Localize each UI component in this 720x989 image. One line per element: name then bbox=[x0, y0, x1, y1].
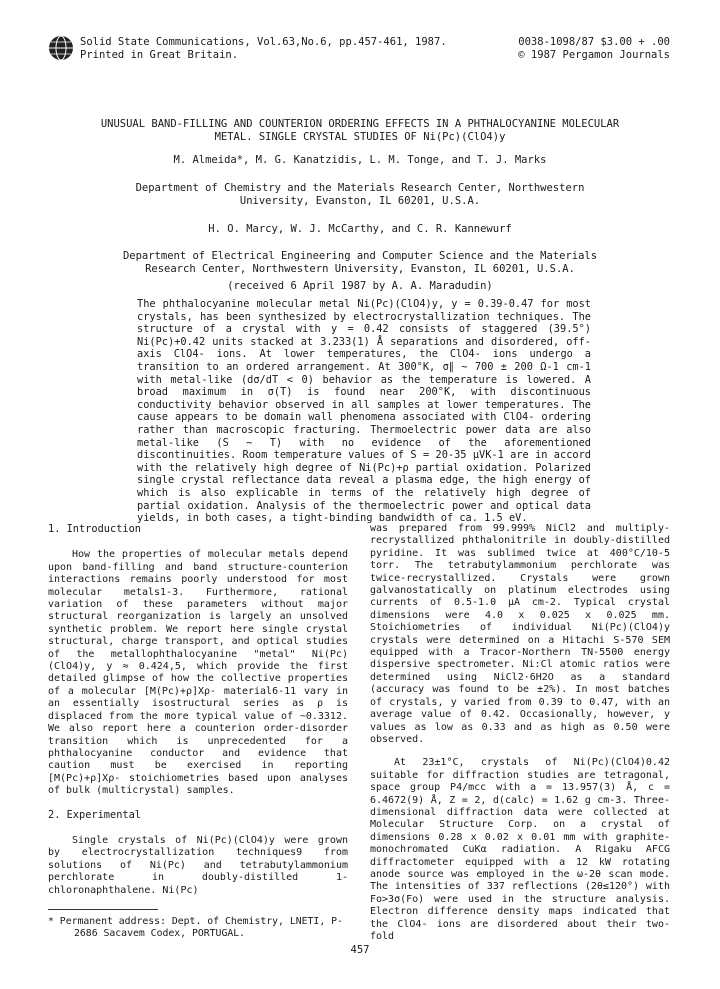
intro-paragraph: How the properties of molecular metals depend upon band-filling and band structure-counterion interactions remains poorly understood for most molecular metals1-3. Furthermore, rational variation of these parameters without major structural reorganization is largely an unsolved synthetic problem. We report here single crystal structural, charge transport, and optical studies of the metallophthalocyanine "metal" Ni(Pc)(ClO4)y, y ≈ 0.424,5, which provide the first detailed glimpse of how the collective properties of a molecular [M(Pc)+ρ]Xρ- material6-11 vary in an essentially isostructural series as ρ is displaced from the more typical value of ~0.3312. We also report here a counterion order-disorder transition which is unprecedented for a phthalocyanine conductor and evidence that caution must be exercised in reporting [M(Pc)+ρ]Xρ- stoichiometries based upon analyses of bulk (multicrystal) samples. bbox=[48, 549, 348, 797]
received-line: (received 6 April 1987 by A. A. Maradudin) bbox=[227, 280, 493, 292]
affiliation-engineering: Department of Electrical Engineering and Computer Science and the Materials Research Center, Northwestern University, Evanston, IL 60201, U.S.A. bbox=[122, 250, 598, 275]
right-column bbox=[370, 523, 670, 954]
journal-citation: Solid State Communications, Vol.63,No.6, pp.457-461, 1987. bbox=[80, 36, 447, 48]
authors-chemistry: M. Almeida*, M. G. Kanatzidis, L. M. Tonge, and T. J. Marks bbox=[173, 154, 547, 166]
affiliation-chemistry: Department of Chemistry and the Materials Research Center, Northwestern University, Evanston, IL 60201, U.S.A. bbox=[135, 182, 585, 207]
authors-engineering: H. O. Marcy, W. J. McCarthy, and C. R. Kannewurf bbox=[208, 223, 512, 235]
footnote: * Permanent address: Dept. of Chemistry, LNETI, P-2686 Sacavem Codex, PORTUGAL. bbox=[48, 915, 343, 939]
printed-in: Printed in Great Britain. bbox=[80, 49, 239, 61]
left-column bbox=[48, 523, 348, 940]
price-header bbox=[518, 36, 670, 62]
footnote-rule bbox=[48, 909, 158, 910]
page-number: 457 bbox=[350, 944, 370, 956]
materials-paragraph: was prepared from 99.999% NiCl2 and multiply-recrystallized phthalonitrile in doubly-distilled pyridine. It was sublimed twice at 400°C/10-5 torr. The tetrabutylammonium perchlorate was twice-recrystallized. Crystals were grown galvanostatically on platinum electrodes using currents of 0.5-1.0 μA cm-2. Typical crystal dimensions were 4.0 x 0.025 x 0.025 mm. Stoichiometries of individual Ni(Pc)(ClO4)y crystals were determined on a Hitachi S-570 SEM equipped with a Tracor-Northern TN-5500 energy dispersive spectrometer. Ni:Cl atomic ratios were determined using NiCl2·6H2O as a standard (accuracy was found to be ±2%). In most batches of crystals, y varied from 0.39 to 0.47, with an average value of 0.42. Occasionally, however, y values as low as 0.33 and as high as 0.50 were observed. bbox=[370, 523, 670, 745]
experimental-paragraph: Single crystals of Ni(Pc)(ClO4)y were grown by electrocrystallization techniques9 from solutions of Ni(Pc) and tetrabutylammonium perchlorate in doubly-distilled 1-chloronaphthalene. Ni(Pc) bbox=[48, 834, 348, 896]
abstract: The phthalocyanine molecular metal Ni(Pc)(ClO4)y, y = 0.39-0.47 for most crystals, has been synthesized by electrocrystallization techniques. The structure of a crystal with y = 0.42 consists of staggered (39.5°) Ni(Pc)+0.42 units stacked at 3.233(1) Å separations and disordered, off-axis ClO4- ions. At lower temperatures, the ClO4- ions undergo a transition to an ordered arrangement. At 300°K, σ∥ ~ 700 ± 200 Ω-1 cm-1 with metal-like (dσ/dT < 0) behavior as the temperature is lowered. A broad maximum in σ(T) is found near 200°K, with discontinuous conductivity behavior observed in all samples at lower temperatures. The cause appears to be domain wall phenomena associated with ClO4- ordering rather than macroscopic fracturing. Thermoelectric power data are also metal-like (S ~ T) with no evidence of the aforementioned discontinuities. Room temperature values of S = 20-35 μVK-1 are in accord with the relatively high degree of Ni(Pc)+ρ partial oxidation. Polarized single crystal reflectance data reveal a plasma edge, the high energy of which is also explicable in terms of the relatively high degree of partial oxidation. Analysis of the thermoelectric power and optical data yields, in both cases, a tight-binding bandwidth of ca. 1.5 eV. bbox=[137, 298, 591, 525]
journal-header bbox=[80, 36, 447, 62]
section-heading-experimental: 2. Experimental bbox=[48, 808, 141, 821]
diffraction-paragraph: At 23±1°C, crystals of Ni(Pc)(ClO4)0.42 suitable for diffraction studies are tetragonal, space group P4/mcc with a = 13.957(3) Å, c = 6.4672(9) Å, Z = 2, d(calc) = 1.62 g cm-3. Three-dimensional diffraction data were collected at Molecular Structure Corp. on a crystal of dimensions 0.28 x 0.02 x 0.01 mm with graphite-monochromated CuKα radiation. A Rigaku AFCG diffractometer equipped with a 12 kW rotating anode source was employed in the ω-2θ scan mode. The intensities of 337 reflections (2θ≤120°) with Fo>3σ(Fo) were used in the structure analysis. Electron difference density maps indicated that the ClO4- ions are disordered about their two-fold bbox=[370, 757, 670, 942]
pergamon-globe-icon bbox=[48, 35, 74, 61]
paper-title: UNUSUAL BAND-FILLING AND COUNTERION ORDERING EFFECTS IN A PHTHALOCYANINE MOLECULAR METAL. SINGLE CRYSTAL STUDIES OF Ni(Pc)(ClO4)y bbox=[100, 118, 620, 143]
price-code: 0038-1098/87 $3.00 + .00 bbox=[518, 36, 670, 48]
section-heading-introduction: 1. Introduction bbox=[48, 523, 141, 535]
copyright: © 1987 Pergamon Journals bbox=[518, 49, 670, 61]
